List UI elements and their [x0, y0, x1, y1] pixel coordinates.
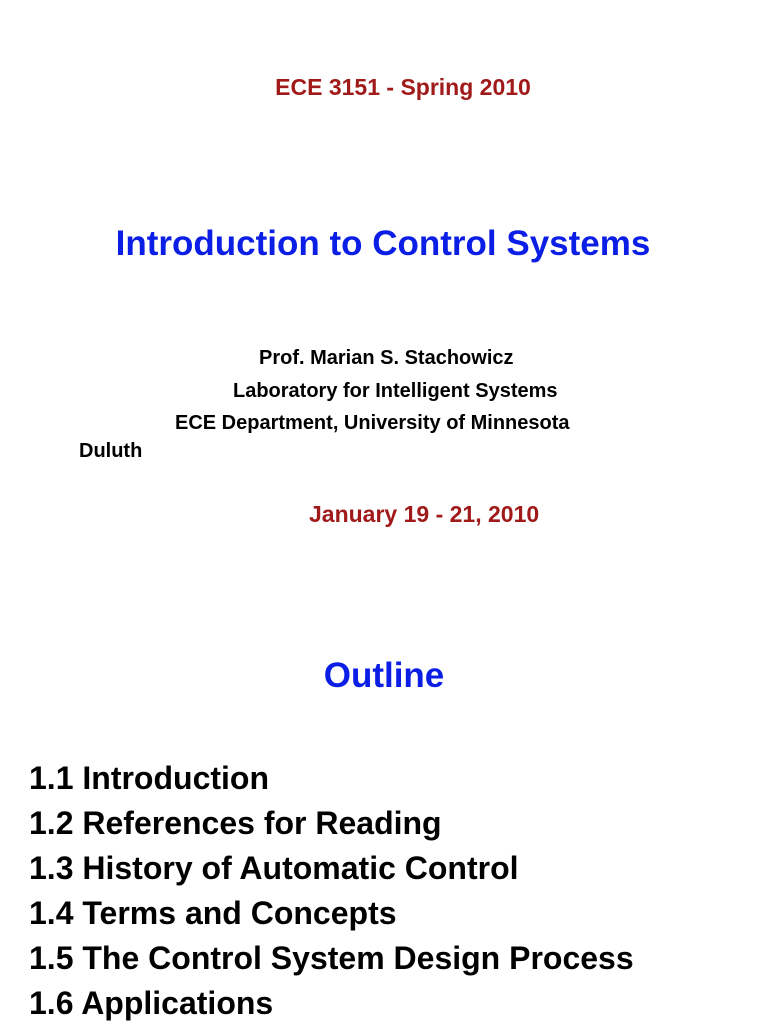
lecture-date: January 19 - 21, 2010: [309, 501, 540, 527]
author-name: Prof. Marian S. Stachowicz: [259, 347, 514, 369]
outline-item: 1.4 Terms and Concepts: [29, 895, 397, 931]
outline-item: 1.1 Introduction: [29, 760, 269, 796]
outline-item: 1.3 History of Automatic Control: [29, 850, 519, 886]
outline-item: 1.2 References for Reading: [29, 805, 442, 841]
outline-item: 1.5 The Control System Design Process: [29, 940, 634, 976]
author-campus: Duluth: [79, 440, 143, 462]
outline-heading: Outline: [323, 656, 445, 695]
page-title: Introduction to Control Systems: [115, 224, 651, 263]
author-department: ECE Department, University of Minnesota: [175, 412, 570, 434]
course-code: ECE 3151 - Spring 2010: [275, 74, 531, 100]
author-lab: Laboratory for Intelligent Systems: [233, 380, 558, 402]
outline-list: [29, 756, 634, 1026]
outline-item: 1.6 Applications: [29, 985, 274, 1021]
